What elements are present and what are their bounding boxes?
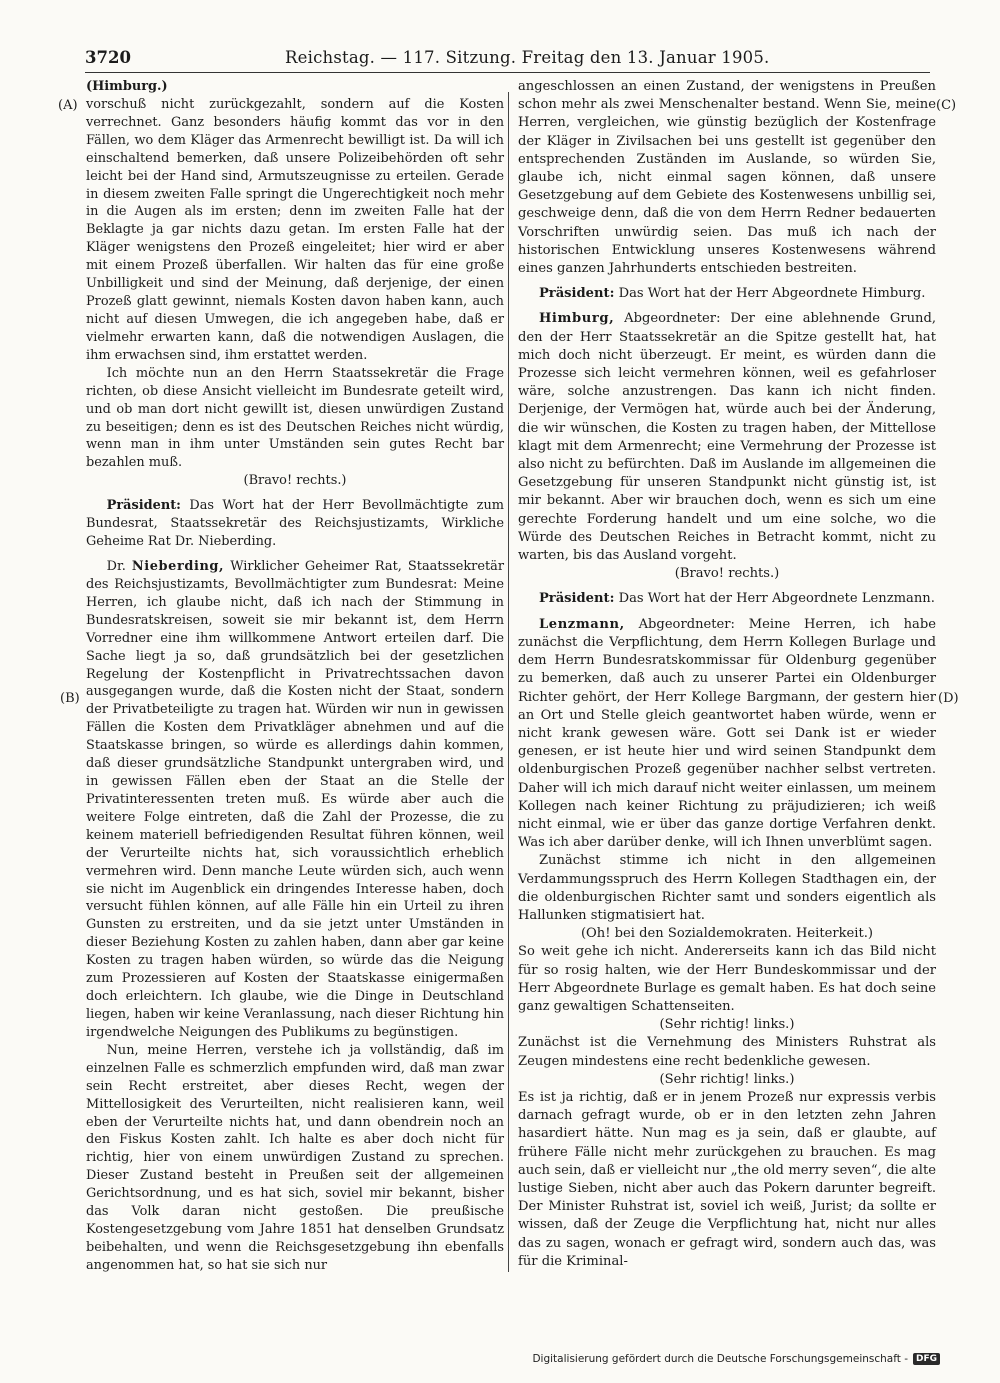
right-column — [518, 78, 936, 1271]
applause: (Bravo! rechts.) — [243, 473, 347, 489]
dfg-logo-icon: DFG — [913, 1353, 940, 1365]
column-divider — [508, 92, 509, 1272]
paragraph: Es ist ja richtig, daß er in jenem Prozeß nur expressis verbis darnach gefragt wurde, ob er in den letzten zehn Jahren hasardiert hätte. Nun mag es ja sein, daß er glaubte, auf frühere Fälle nicht mehr zurückgehen zu brauchen. Es mag auch sein, daß er vielleicht nur „the old merry seven“, die alte lustige Sieben, nicht aber auch das Pokern darunter begreift. Der Minister Ruhstrat ist, soviel ich weiß, Jurist; da sollte er wissen, daß der Zeuge die Verpflichtung hat, nicht nur alles das zu sagen, wonach er gefragt wird, sondern auch das, was für die Kriminal- — [518, 1089, 936, 1269]
paragraph: Nun, meine Herren, verstehe ich ja vollständig, daß im einzelnen Falle es schmerzlich empfunden wird, daß man zwar sein Recht erstreitet, aber dieses Recht, wegen der Mittellosigkeit des Verurteilten, nicht realisieren kann, weil eben der Verurteilte nichts hat, und dann obendrein noch an den Fiskus Kosten zahlt. Ich halte es aber doch nicht für richtig, hier von einem unwürdigen Zustand zu sprechen. Dieser Zustand besteht in Preußen seit der allgemeinen Gerichtsordnung, und es hat sich, soviel mir bekannt, bisher das Volk daran nicht gestoßen. Die preußische Kostengesetzgebung vom Jahre 1851 hat denselben Grundsatz beibehalten, und wenn die Reichsgesetzgebung ihn ebenfalls angenommen hat, so hat sie sich nur — [86, 1042, 504, 1273]
interjection: (Sehr richtig! links.) — [659, 1071, 795, 1087]
applause: (Bravo! rechts.) — [674, 566, 780, 582]
page-number: 3720 — [85, 48, 131, 67]
interjection: (Oh! bei den Sozialdemokraten. Heiterkeit.) — [580, 926, 874, 942]
left-column — [86, 78, 504, 1275]
speech-himburg: Himburg, Abgeordneter: Der eine ablehnende Grund, den der Herr Staatssekretär an die Spitze gestellt hat, hat mich doch nicht überzeugt. Er meint, es würden dann die Prozesse sich leicht vermehren können, weil es gefahrloser wäre, solche anzustrengen. Das kann ich nicht finden. Derjenige, der Vermögen hat, würde auch bei der Änderung, die wir wünschen, die Kosten zu tragen haben, der Mittellose klagt mit dem Armenrecht; eine Vermehrung der Prozesse ist also nicht zu befürchten. Daß im Auslande im allgemeinen die Gesetzgebung für unseren Standpunkt nicht günstig ist, ist mir bekannt. Aber wir brauchen doch, wenn es sich um eine gerechte Forderung handelt und um eine solche, wo die Würde des Deutschen Reiches in Betracht kommt, nicht zu warten, bis das Ausland vorgeht. — [518, 311, 936, 564]
speech-lenzmann: Lenzmann, Abgeordneter: Meine Herren, ich habe zunächst die Verpflichtung, dem Herrn Kollegen Burlage und dem Herrn Bundesratskommissar für Oldenburg gegenüber zu bemerken, daß auch zu unserer Partei ein Oldenburger Richter gehört, der Herr Kollege Bargmann, der gestern hier an Ort und Stelle gleich geantwortet haben würde, wenn er nicht krank gewesen wäre. Gott sei Dank ist er wieder genesen, er ist heute hier und wird seinen Standpunkt dem oldenburgischen Prozeß gegenüber nachher selbst vertreten. Daher will ich mich darauf nicht weiter einlassen, um meinem Kollegen nach keiner Richtung zu präjudizieren; ich weiß nicht einmal, wie er über das ganze dortige Verfahren denkt. Was ich aber darüber denke, will ich Ihnen unverblümt sagen. — [518, 616, 936, 851]
speech-nieberding: Dr. Nieberding, Wirklicher Geheimer Rat, Staatssekretär des Reichsjustizamts, Bevollmächtigter zum Bundesrat: Meine Herren, ich glaube nicht, daß ich nach der Stimmung in Bundesratskreisen, soweit sie mir bekannt ist, dem Herrn Vorredner eine ihm willkommene Antwort erteilen darf. Die Sache liegt ja so, daß grundsätzlich bei der gesetzlichen Regelung der Kostenpflicht in Privatrechtssachen davon ausgegangen wurde, daß die Kosten nicht der Staat, sondern der Privatbeteiligte zu tragen hat. Würden wir nun in gewissen Fällen die Kosten dem Privatkläger abnehmen und auf die Staatskasse bringen, so würde es allerdings dahin kommen, daß dieser grundsätzliche Standpunkt untergraben wird, und in gewissen Fällen eben der Staat an die Stelle der Privatinteressenten treten muß. Es würde aber auch die weitere Folge eintreten, daß die Zahl der Prozesse, die zu keinem materiell befriedigenden Resultat führen können, weil der Verurteilte nichts hat, sich voraussichtlich erheblich vermehren wird. Denn manche Leute würden sich, auch wenn sie nicht im Augenblick ein dringendes Interesse haben, doch versucht fühlen können, auf alle Fälle hin ein Urteil zu ihren Gunsten zu erstreiten, und da sie jetzt unter Umständen in dieser Beziehung Kosten zu zahlen haben, dann aber gar keine Kosten zu tragen haben würden, so würde das die Neigung zum Prozessieren auf Kosten der Staatskasse einigermaßen doch erleichtern. Ich glaube, wie die Dinge in Deutschland liegen, haben wir keine Veranlassung, nach dieser Richtung hin irgendwelche Neigungen des Publikums zu begünstigen. — [86, 558, 504, 1040]
margin-mark-b: (B) — [60, 691, 80, 706]
running-title: Reichstag. — 117. Sitzung. Freitag den 13. Januar 1905. — [285, 48, 770, 67]
header-rule — [85, 72, 930, 73]
interjection: (Sehr richtig! links.) — [659, 1017, 795, 1033]
paragraph: Ich möchte nun an den Herrn Staatssekretär die Frage richten, ob diese Ansicht vielleicht im Bundesrate geteilt wird, und ob man dort nicht gewillt ist, diesen unwürdigen Zustand zu beseitigen; denn es ist des Deutschen Reiches nicht würdig, wenn man in ihm unter Umständen sein gutes Recht bar bezahlen muß. — [86, 365, 504, 471]
paragraph: Zunächst stimme ich nicht in den allgemeinen Verdammungsspruch des Herrn Kollegen Stadthagen ein, der die oldenburgischen Richter samt und sonders eigentlich als Hallunken stigmatisiert hat. — [518, 853, 936, 923]
president-statement: Präsident: Das Wort hat der Herr Abgeordnete Lenzmann. — [538, 591, 935, 607]
president-statement: Präsident: Das Wort hat der Herr Abgeordnete Himburg. — [538, 286, 926, 302]
paragraph: Zunächst ist die Vernehmung des Ministers Ruhstrat als Zeugen mindestens eine recht bedenkliche gewesen. — [518, 1035, 936, 1069]
page-header — [85, 46, 930, 72]
continued-speaker: (Himburg.) — [86, 79, 168, 94]
paragraph: angeschlossen an einen Zustand, der wenigstens in Preußen schon mehr als zwei Menschenalter bestand. Wenn Sie, meine Herren, vergleichen, wie günstig bezüglich der Kostenfrage der Kläger in Zivilsachen bei uns gestellt ist gegenüber den entsprechenden Zuständen im Auslande, so würden Sie, glaube ich, nicht einmal sagen können, daß unsere Gesetzgebung auf dem Gebiete des Kostenwesens unbillig sei, geschweige denn, daß die von dem Herrn Redner bedauerten Vorschriften unwürdig seien. Das muß ich nach der historischen Entwicklung unseres Kostenwesens während eines ganzen Jahrhunderts entschieden bestreiten. — [518, 79, 936, 277]
paragraph: So weit gehe ich nicht. Andererseits kann ich das Bild nicht für so rosig halten, wie der Herr Bundeskommissar und der Herr Abgeordnete Burlage es gemalt haben. Es hat doch seine ganz gewaltigen Schattenseiten. — [518, 944, 936, 1014]
margin-mark-a: (A) — [58, 98, 78, 113]
margin-mark-c: (C) — [936, 98, 957, 113]
footer-text: Digitalisierung gefördert durch die Deutsche Forschungsgemeinschaft - — [532, 1353, 908, 1365]
president-statement: Präsident: Das Wort hat der Herr Bevollmächtigte zum Bundesrat, Staatssekretär des Reichsjustizamts, Wirkliche Geheime Rat Dr. Nieberding. — [86, 498, 504, 550]
digitization-footer — [532, 1353, 940, 1365]
margin-mark-d: (D) — [938, 691, 959, 706]
paragraph: vorschuß nicht zurückgezahlt, sondern auf die Kosten verrechnet. Ganz besonders häufig kommt das vor in den Fällen, wo dem Kläger das Armenrecht bewilligt ist. Da will ich einschaltend bemerken, daß unsere Polizeibehörden oft sehr leicht bei der Hand sind, Armutszeugnisse zu erteilen. Gerade in diesem zweiten Falle springt die Ungerechtigkeit noch mehr in die Augen als im ersten; denn im zweiten Falle hat der Beklagte ja gar nichts dazu getan. Im ersten Falle hat der Kläger wenigstens den Prozeß eingeleitet; hier wird er aber mit einem Prozeß überfallen. Wir halten das für eine große Unbilligkeit und sind der Meinung, daß derjenige, der einen Prozeß glatt gewinnt, niemals Kosten davon haben kann, auch nicht auf diesen Umwegen, die ich angegeben habe, daß er vielmehr erwarten kann, daß die notwendigen Auslagen, die ihm erwachsen sind, ihm erstattet werden. — [86, 96, 504, 363]
